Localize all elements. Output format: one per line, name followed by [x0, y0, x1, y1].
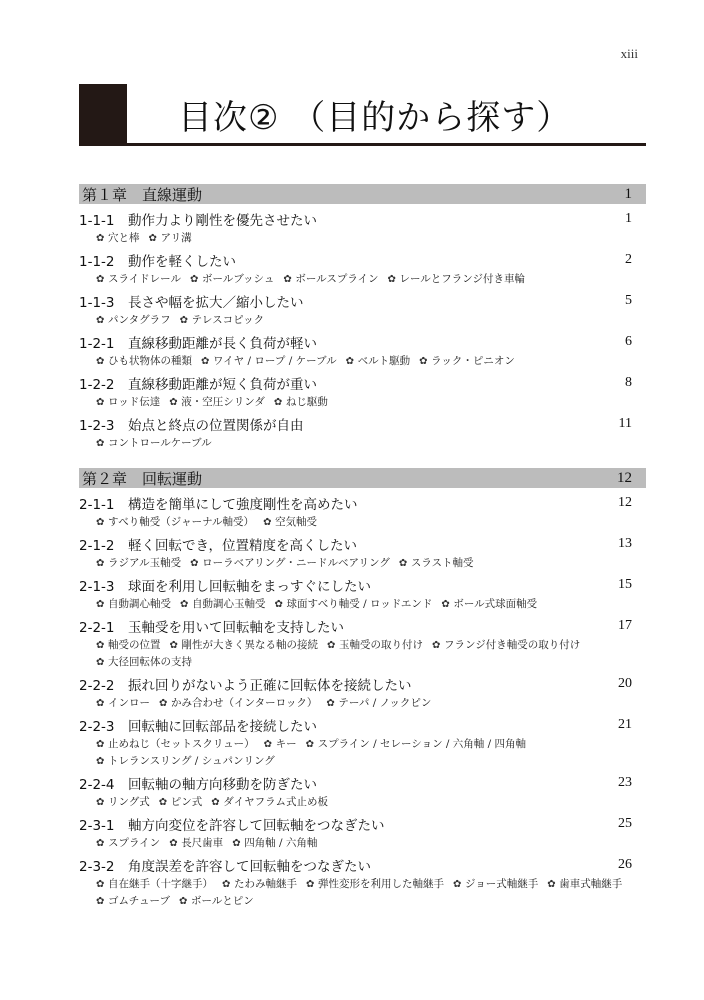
list-item [275, 596, 433, 613]
list-item [96, 596, 171, 613]
section-title: 1-1-3 長さや幅を拡大／縮小したい [79, 295, 304, 311]
list-item [327, 637, 423, 654]
item-line [96, 394, 646, 411]
item-label: 穴と棒 [108, 232, 140, 244]
section-items [79, 835, 646, 852]
list-item [159, 695, 317, 712]
list-item [441, 596, 537, 613]
section-entry[interactable] [79, 714, 646, 736]
gear-icon: ✿ [305, 739, 314, 750]
gear-icon: ✿ [283, 274, 292, 285]
item-label: 剛性が大きく異なる軸の接続 [181, 639, 318, 651]
gear-icon: ✿ [96, 517, 105, 528]
section-entry[interactable] [79, 492, 646, 514]
list-item [388, 271, 526, 288]
section-title: 2-3-1 軸方向変位を許容して回転軸をつなぎたい [79, 818, 385, 834]
gear-icon: ✿ [232, 838, 241, 849]
item-line [96, 353, 646, 370]
item-label: たわみ軸継手 [234, 878, 297, 890]
item-label: パンタグラフ [108, 314, 171, 326]
section-title: 1-2-1 直線移動距離が長く負荷が軽い [79, 336, 318, 352]
section-title: 2-2-1 玉軸受を用いて回転軸を支持したい [79, 620, 345, 636]
item-label: 四角軸 / 六角軸 [244, 837, 318, 849]
gear-icon: ✿ [179, 315, 188, 326]
section-entry[interactable] [79, 413, 646, 435]
list-item [180, 596, 266, 613]
section-items [79, 271, 646, 288]
item-line [96, 695, 646, 712]
item-line [96, 876, 646, 893]
section-page: 1 [625, 211, 632, 226]
list-item [96, 893, 170, 910]
list-item [149, 230, 192, 247]
gear-icon: ✿ [96, 879, 105, 890]
section-items [79, 312, 646, 329]
item-label: ジョー式軸継手 [465, 878, 539, 890]
section-items [79, 736, 646, 770]
list-item [96, 353, 192, 370]
item-label: ボールブッシュ [201, 273, 275, 285]
item-line [96, 596, 646, 613]
item-label: キー [275, 738, 297, 750]
chapter-label: 第２章 回転運動 [82, 469, 203, 488]
section-entry[interactable] [79, 813, 646, 835]
gear-icon: ✿ [326, 698, 335, 709]
list-item [96, 654, 192, 671]
gear-icon: ✿ [306, 879, 315, 890]
section-items [79, 230, 646, 247]
gear-icon: ✿ [169, 640, 178, 651]
item-label: 自動調心玉軸受 [192, 598, 266, 610]
section-items [79, 555, 646, 572]
item-label: 長尺歯車 [181, 837, 224, 849]
gear-icon: ✿ [345, 356, 355, 367]
gear-icon: ✿ [169, 838, 178, 849]
gear-icon: ✿ [96, 657, 105, 668]
item-label: 弾性変形を利用した軸継手 [318, 878, 444, 890]
section-items [79, 876, 646, 910]
section-items [79, 637, 646, 671]
list-item [274, 394, 328, 411]
gear-icon: ✿ [96, 274, 105, 285]
gear-icon: ✿ [201, 356, 210, 367]
section-page: 2 [625, 252, 632, 267]
gear-icon: ✿ [274, 599, 283, 610]
item-label: ボールとピン [190, 895, 254, 907]
section-page: 11 [618, 416, 632, 431]
item-label: スラスト軸受 [410, 557, 474, 569]
list-item [419, 353, 515, 370]
gear-icon: ✿ [453, 879, 462, 890]
section-entry[interactable] [79, 673, 646, 695]
gear-icon: ✿ [96, 233, 105, 244]
item-label: アリ溝 [160, 232, 192, 244]
item-label: ローラベアリング・ニードルベアリング [202, 557, 390, 569]
page-title: 目次② （目的から探す） [178, 98, 572, 138]
section-entry[interactable] [79, 208, 646, 230]
gear-icon: ✿ [96, 698, 105, 709]
list-item [96, 514, 254, 531]
item-line [96, 637, 646, 654]
list-item [399, 555, 474, 572]
gear-icon: ✿ [96, 896, 105, 907]
item-label: 軸受の位置 [108, 639, 161, 651]
item-line [96, 654, 646, 671]
item-line [96, 835, 646, 852]
item-label: 球面すべり軸受 / ロッドエンド [286, 598, 433, 610]
list-item [96, 876, 213, 893]
list-item [547, 876, 622, 893]
list-item [264, 736, 297, 753]
gear-icon: ✿ [159, 698, 168, 709]
section-title: 1-2-3 始点と終点の位置関係が自由 [79, 418, 304, 434]
item-label: すべり軸受（ジャーナル軸受） [108, 516, 255, 528]
list-item [96, 835, 160, 852]
item-line [96, 736, 646, 753]
section-title: 2-2-3 回転軸に回転部品を接続したい [79, 719, 318, 735]
section-page: 26 [618, 857, 632, 872]
list-item [179, 893, 254, 910]
section-page: 8 [625, 375, 632, 390]
section-page: 23 [618, 775, 632, 790]
item-label: ワイヤ / ロープ / ケーブル [213, 355, 337, 367]
gear-icon: ✿ [398, 558, 408, 569]
item-line [96, 230, 646, 247]
section-page: 6 [625, 334, 632, 349]
list-item [96, 271, 181, 288]
item-label: スライドレール [108, 273, 181, 285]
item-line [96, 555, 646, 572]
item-label: 玉軸受の取り付け [339, 639, 423, 651]
gear-icon: ✿ [180, 599, 189, 610]
item-label: 自在継手（十字継手） [108, 878, 213, 890]
list-item [283, 271, 378, 288]
list-item [190, 555, 390, 572]
list-item [232, 835, 317, 852]
list-item [326, 695, 431, 712]
section-title: 1-2-2 直線移動距離が短く負荷が重い [79, 377, 318, 393]
item-line [96, 893, 646, 910]
chapter-heading[interactable] [79, 468, 646, 488]
gear-icon: ✿ [222, 879, 231, 890]
gear-icon: ✿ [96, 315, 105, 326]
section-title: 1-1-2 動作を軽くしたい [79, 254, 237, 270]
page-number: xiii [620, 46, 638, 61]
item-label: ダイヤフラム式止め板 [223, 796, 328, 808]
list-item [180, 312, 265, 329]
section-page: 25 [618, 816, 632, 831]
section-title: 2-1-3 球面を利用し回転軸をまっすぐにしたい [79, 579, 372, 595]
gear-icon: ✿ [96, 438, 105, 449]
item-line [96, 435, 646, 452]
section-items [79, 695, 646, 712]
section-items [79, 514, 646, 531]
gear-icon: ✿ [273, 397, 283, 408]
list-item [96, 794, 150, 811]
list-item [170, 637, 319, 654]
section-page: 13 [618, 536, 632, 551]
section-entry[interactable] [79, 854, 646, 876]
list-item [159, 794, 203, 811]
chapter-gap [79, 454, 646, 468]
section-title: 2-1-1 構造を簡単にして強度剛性を高めたい [79, 497, 358, 513]
gear-icon: ✿ [263, 739, 272, 750]
section-entry[interactable] [79, 615, 646, 637]
section-title: 2-3-2 角度誤差を許容して回転軸をつなぎたい [79, 859, 372, 875]
section-entry[interactable] [79, 372, 646, 394]
gear-icon: ✿ [169, 397, 178, 408]
item-label: ピン式 [170, 796, 203, 808]
item-label: レールとフランジ付き車輪 [399, 273, 526, 285]
list-item [96, 394, 160, 411]
list-item [96, 435, 212, 452]
section-entry[interactable] [79, 772, 646, 794]
item-label: ねじ駆動 [285, 396, 328, 408]
gear-icon: ✿ [178, 896, 188, 907]
title-rule [79, 143, 646, 146]
section-entry[interactable] [79, 574, 646, 596]
section-page: 12 [618, 495, 632, 510]
item-label: ラジアル玉軸受 [108, 557, 182, 569]
item-label: フランジ付き軸受の取り付け [444, 639, 581, 651]
gear-icon: ✿ [211, 797, 220, 808]
item-label: トレランスリング / シュパンリング [108, 755, 275, 767]
gear-icon: ✿ [96, 756, 105, 767]
item-label: ひも状物体の種類 [108, 355, 192, 367]
item-label: かみ合わせ（インターロック） [171, 697, 318, 709]
gear-icon: ✿ [96, 739, 105, 750]
item-label: 歯車式軸継手 [559, 878, 623, 890]
item-label: スプライン / セレーション / 六角軸 / 四角軸 [317, 738, 526, 750]
section-page: 20 [618, 676, 632, 691]
item-label: 止めねじ（セットスクリュー） [108, 738, 255, 750]
list-item [169, 394, 265, 411]
section-page: 5 [625, 293, 632, 308]
gear-icon: ✿ [441, 599, 450, 610]
item-label: テレスコピック [191, 314, 265, 326]
chapter-label: 第１章 直線運動 [82, 185, 203, 204]
gear-icon: ✿ [96, 599, 105, 610]
gear-icon: ✿ [190, 558, 199, 569]
gear-icon: ✿ [263, 517, 272, 528]
section-title: 2-2-2 振れ回りがないよう正確に回転体を接続したい [79, 678, 412, 694]
list-item [453, 876, 538, 893]
list-item [190, 271, 274, 288]
gear-icon: ✿ [387, 274, 396, 285]
section-items [79, 353, 646, 370]
chapter-heading[interactable] [79, 184, 646, 204]
title-block-decoration [79, 84, 127, 143]
section-entry[interactable] [79, 331, 646, 353]
section-title: 2-1-2 軽く回転でき，位置精度を高くしたい [79, 538, 357, 554]
item-line [96, 271, 646, 288]
list-item [96, 312, 171, 329]
section-entry[interactable] [79, 533, 646, 555]
item-label: インロー [108, 697, 150, 709]
item-label: ロッド伝達 [108, 396, 161, 408]
gear-icon: ✿ [432, 640, 441, 651]
table-of-contents [79, 184, 646, 912]
section-page: 17 [618, 618, 632, 633]
gear-icon: ✿ [148, 233, 157, 244]
list-item [96, 736, 255, 753]
item-label: ボールスプライン [295, 273, 379, 285]
item-line [96, 514, 646, 531]
list-item [96, 695, 150, 712]
list-item [96, 230, 140, 247]
gear-icon: ✿ [96, 797, 105, 808]
list-item [306, 736, 526, 753]
section-items [79, 435, 646, 452]
gear-icon: ✿ [189, 274, 199, 285]
item-label: コントロールケーブル [108, 437, 212, 449]
section-page: 21 [618, 717, 632, 732]
gear-icon: ✿ [96, 640, 105, 651]
gear-icon: ✿ [96, 838, 105, 849]
gear-icon: ✿ [158, 797, 168, 808]
section-entry[interactable] [79, 249, 646, 271]
section-page: 15 [618, 577, 632, 592]
list-item [96, 555, 181, 572]
section-items [79, 794, 646, 811]
gear-icon: ✿ [327, 640, 336, 651]
section-entry[interactable] [79, 290, 646, 312]
item-label: 空気軸受 [275, 516, 318, 528]
item-label: リング式 [108, 796, 150, 808]
gear-icon: ✿ [96, 356, 105, 367]
list-item [306, 876, 444, 893]
gear-icon: ✿ [419, 356, 428, 367]
section-items [79, 394, 646, 411]
list-item [432, 637, 580, 654]
item-line [96, 753, 646, 770]
item-label: ベルト駆動 [357, 355, 411, 367]
list-item [263, 514, 317, 531]
item-line [96, 794, 646, 811]
gear-icon: ✿ [96, 397, 105, 408]
list-item [201, 353, 337, 370]
item-label: ラック・ピニオン [431, 355, 515, 367]
item-label: 大径回転体の支持 [108, 656, 192, 668]
list-item [96, 637, 161, 654]
section-title: 2-2-4 回転軸の軸方向移動を防ぎたい [79, 777, 318, 793]
item-label: 自動調心軸受 [108, 598, 171, 610]
list-item [222, 876, 297, 893]
list-item [211, 794, 328, 811]
item-line [96, 312, 646, 329]
item-label: 液・空圧シリンダ [181, 396, 265, 408]
gear-icon: ✿ [96, 558, 105, 569]
item-label: ゴムチューブ [108, 895, 170, 907]
item-label: テーパ / ノックピン [338, 697, 432, 709]
list-item [96, 753, 275, 770]
chapter-page: 1 [624, 185, 632, 202]
section-items [79, 596, 646, 613]
list-item [346, 353, 411, 370]
list-item [169, 835, 223, 852]
item-label: ボール式球面軸受 [453, 598, 538, 610]
section-title: 1-1-1 動作力より剛性を優先させたい [79, 213, 318, 229]
item-label: スプライン [108, 837, 161, 849]
gear-icon: ✿ [547, 879, 556, 890]
chapter-page: 12 [617, 469, 632, 486]
